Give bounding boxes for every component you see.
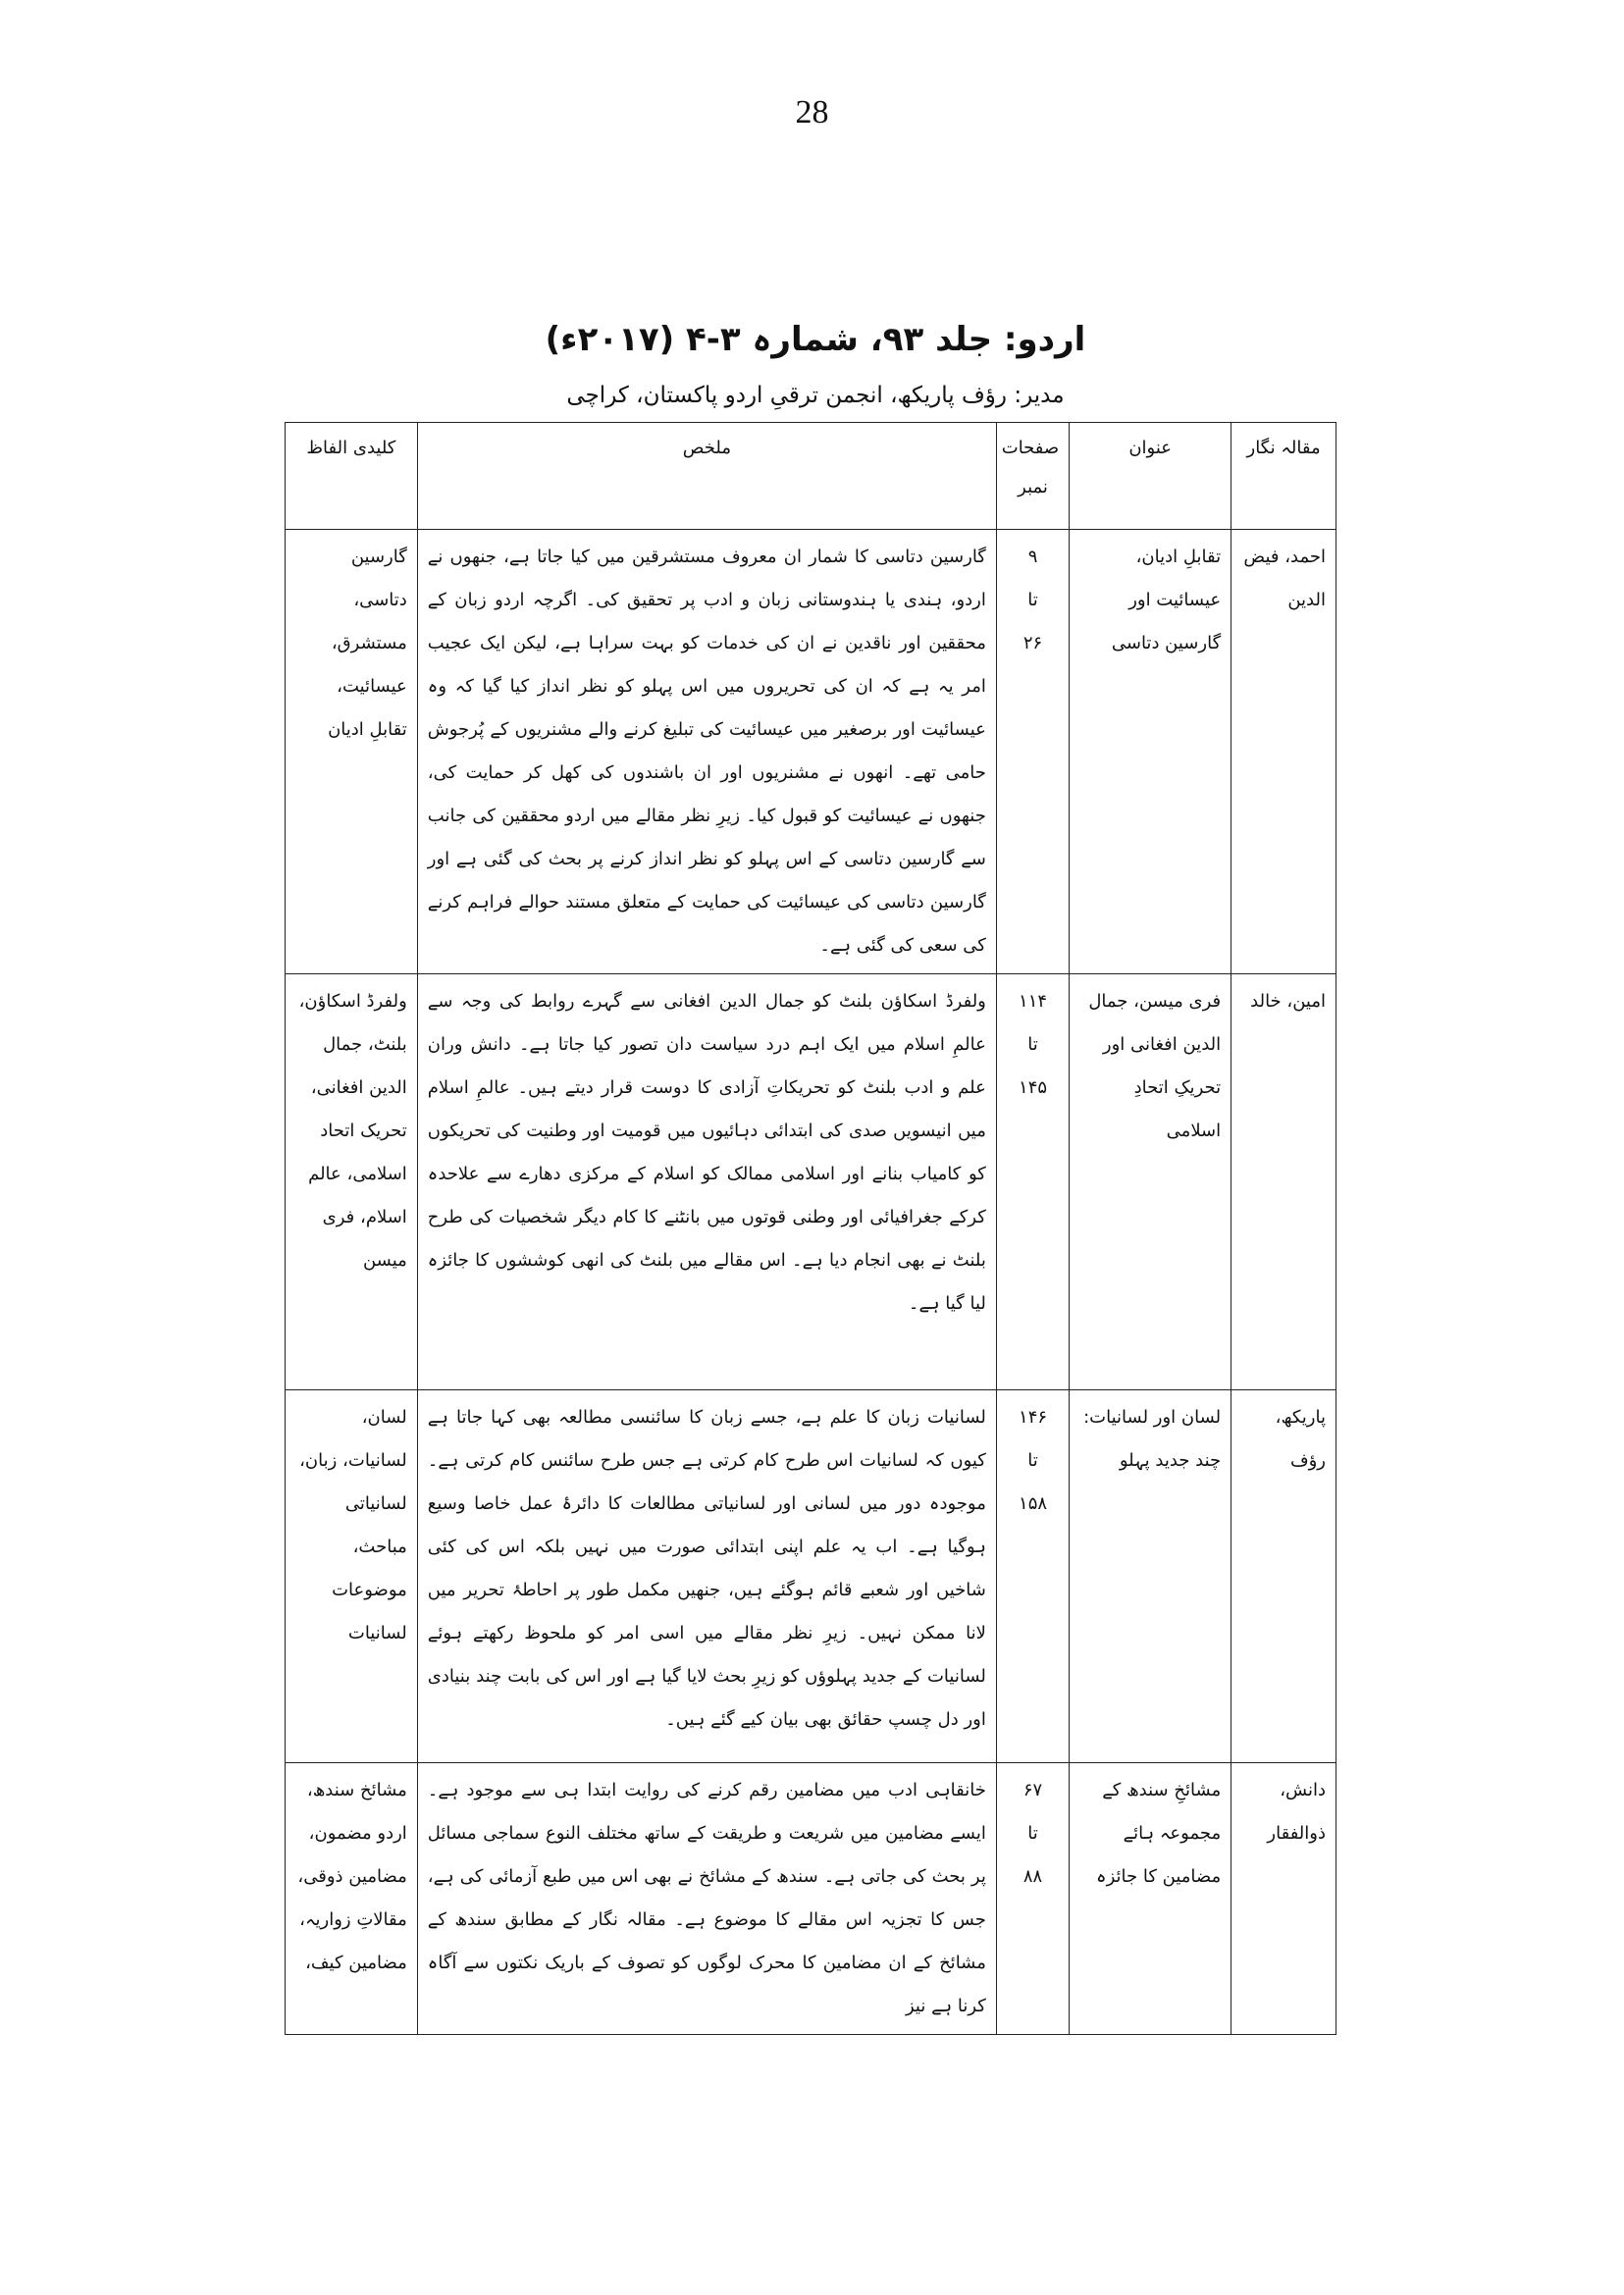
title-cell: مشائخِ سندھ کے مجموعہ ہائے مضامین کا جائزہ xyxy=(1070,1763,1231,2035)
page-to: تا xyxy=(1027,1034,1038,1055)
abstract-cell: گارسین دتاسی کا شمار ان معروف مستشرقین میں کیا جاتا ہے، جنھوں نے اردو، ہندی یا ہندوستانی زبان و ادب پر تحقیق کی۔ اگرچہ اردو زبان کے محققین اور ناقدین نے ان کی خدمات کو بہت سراہا ہے، لیکن ایک عجیب امر یہ ہے کہ ان کی تحریروں میں اس پہلو کو نظر انداز کیا گیا کہ وہ عیسائیت اور برصغیر میں عیسائیت کی تبلیغ کرنے والے مشنریوں کے پُرجوش حامی تھے۔ انھوں نے مشنریوں اور ان باشندوں کی کھل کر حمایت کی، جنھوں نے عیسائیت کو قبول کیا۔ زیرِ نظر مقالے میں اردو محققین کی جانب سے گارسین دتاسی کے اس پہلو کو نظر انداز کرنے پر بحث کی گئی ہے اور گارسین دتاسی کی عیسائیت کی حمایت کے متعلق مستند حوالے فراہم کرنے کی سعی کی گئی ہے۔ xyxy=(417,530,996,974)
page-to: تا xyxy=(1027,1450,1038,1471)
title-cell: فری میسن، جمال الدین افغانی اور تحریکِ اتحادِ اسلامی xyxy=(1070,974,1231,1390)
pages-cell xyxy=(996,974,1069,1390)
page-end: ۱۴۵ xyxy=(1019,1077,1048,1098)
table-row xyxy=(286,530,1336,974)
title-cell: تقابلِ ادیان، عیسائیت اور گارسین دتاسی xyxy=(1070,530,1231,974)
page-to: تا xyxy=(1027,590,1038,610)
pages-cell xyxy=(996,530,1069,974)
header-pages: صفحات نمبر xyxy=(996,423,1069,530)
keywords-cell: گارسین دتاسی، مستشرق، عیسائیت، تقابلِ ادیان xyxy=(286,530,418,974)
title-cell: لسان اور لسانیات: چند جدید پہلو xyxy=(1070,1390,1231,1763)
header-title: عنوان xyxy=(1070,423,1231,530)
page-to: تا xyxy=(1027,1823,1038,1844)
table-header-row xyxy=(286,423,1336,530)
page-start: ۹ xyxy=(1027,547,1038,567)
article-index-table xyxy=(285,422,1336,2035)
editor-line: مدیر: رؤف پاریکھ، انجمن ترقیِ اردو پاکستان، کراچی xyxy=(566,383,1065,408)
author-cell: امین، خالد xyxy=(1231,974,1336,1390)
page-end: ۲۶ xyxy=(1022,633,1043,653)
table-row xyxy=(286,1390,1336,1763)
pages-cell xyxy=(996,1390,1069,1763)
header-abstract: ملخص xyxy=(417,423,996,530)
header-keywords: کلیدی الفاظ xyxy=(286,423,418,530)
abstract-cell: خانقاہی ادب میں مضامین رقم کرنے کی روایت ابتدا ہی سے موجود ہے۔ ایسے مضامین میں شریعت و طریقت کے ساتھ مختلف النوع سماجی مسائل پر بحث کی جاتی ہے۔ سندھ کے مشائخ نے بھی اس میں طبع آزمائی کی ہے، جس کا تجزیہ اس مقالے کا موضوع ہے۔ مقالہ نگار کے مطابق سندھ کے مشائخ کے ان مضامین کا محرک لوگوں کو تصوف کے باریک نکتوں سے آگاہ کرنا ہے نیز xyxy=(417,1763,996,2035)
page-end: ۱۵۸ xyxy=(1019,1493,1048,1514)
table-row xyxy=(286,974,1336,1390)
author-cell: احمد، فیض الدین xyxy=(1231,530,1336,974)
page-start: ۱۴۶ xyxy=(1019,1407,1048,1428)
abstract-cell: ولفرڈ اسکاؤن بلنٹ کو جمال الدین افغانی سے گہرے روابط کی وجہ سے عالمِ اسلام میں ایک اہم درد سیاست دان تصور کیا جاتا ہے۔ دانش وران علم و ادب بلنٹ کو تحریکاتِ آزادی کا دوست قرار دیتے ہیں۔ عالمِ اسلام میں انیسویں صدی کی ابتدائی دہائیوں میں قومیت اور وطنیت کی تحریکوں کو کامیاب بنانے اور اسلامی ممالک کو اسلام کے مرکزی دھارے سے علاحدہ کرکے جغرافیائی اور وطنی قوتوں میں بانٹنے کا کام دیگر شخصیات کی طرح بلنٹ نے بھی انجام دیا ہے۔ اس مقالے میں بلنٹ کی انھی کوششوں کا جائزہ لیا گیا ہے۔ xyxy=(417,974,996,1390)
keywords-cell: مشائخ سندھ، اردو مضمون، مضامین ذوقی، مقالاتِ زواریہ، مضامین کیف، xyxy=(286,1763,418,2035)
abstract-cell: لسانیات زبان کا علم ہے، جسے زبان کا سائنسی مطالعہ بھی کہا جاتا ہے کیوں کہ لسانیات اس طرح کام کرتی ہے جس طرح سائنس کام کرتی ہے۔ موجودہ دور میں لسانی اور لسانیاتی مطالعات کا دائرۂ عمل خاصا وسیع ہوگیا ہے۔ اب یہ علم اپنی ابتدائی صورت میں نہیں بلکہ اس کی کئی شاخیں اور شعبے قائم ہوگئے ہیں، جنھیں مکمل طور پر احاطۂ تحریر میں لانا ممکن نہیں۔ زیرِ نظر مقالے میں اسی امر کو ملحوظ رکھتے ہوئے لسانیات کے جدید پہلوؤں کو زیرِ بحث لایا گیا ہے اور اس کی بابت چند بنیادی اور دل چسپ حقائق بھی بیان کیے گئے ہیں۔ xyxy=(417,1390,996,1763)
page-end: ۸۸ xyxy=(1022,1866,1043,1887)
keywords-cell: لسان، لسانیات، زبان، لسانیاتی مباحث، موضوعات لسانیات xyxy=(286,1390,418,1763)
author-cell: دانش، ذوالفقار xyxy=(1231,1763,1336,2035)
table-row xyxy=(286,1763,1336,2035)
journal-title: اردو: جلد ۹۳، شمارہ ۳-۴ (۲۰۱۷ء) xyxy=(545,320,1086,359)
author-cell: پاریکھ، رؤف xyxy=(1231,1390,1336,1763)
pages-cell xyxy=(996,1763,1069,2035)
page-number: 28 xyxy=(795,94,829,130)
keywords-cell: ولفرڈ اسکاؤن، بلنٹ، جمال الدین افغانی، تحریک اتحاد اسلامی، عالم اسلام، فری میسن xyxy=(286,974,418,1390)
page-start: ۶۷ xyxy=(1022,1780,1043,1800)
page-start: ۱۱۴ xyxy=(1019,991,1048,1012)
header-author: مقالہ نگار xyxy=(1231,423,1336,530)
